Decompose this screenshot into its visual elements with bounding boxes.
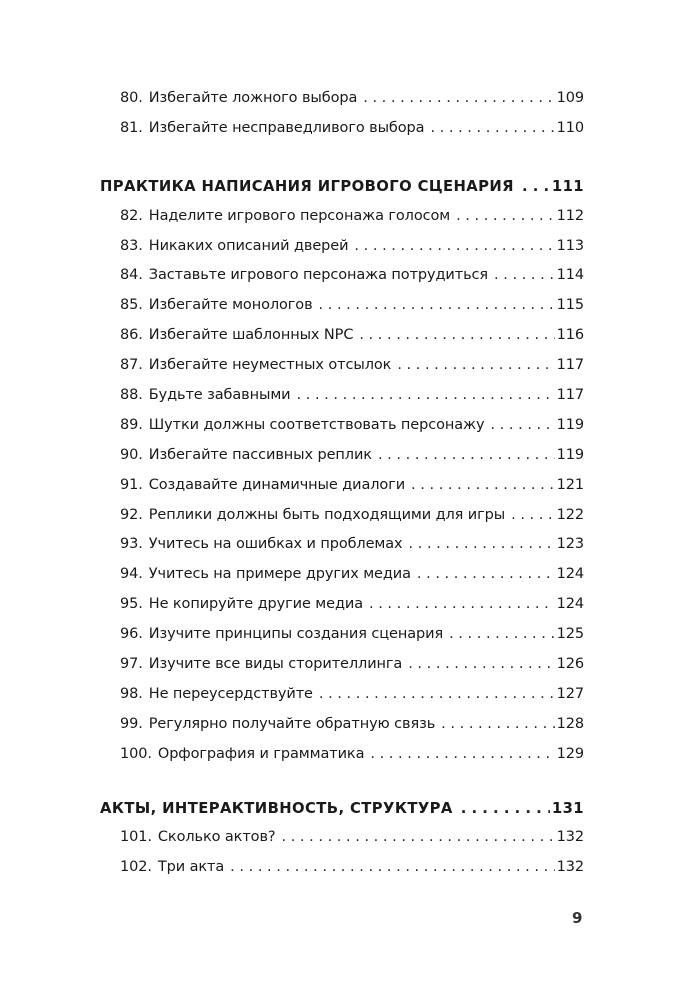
dot-leader bbox=[456, 208, 555, 224]
entry-page: 127 bbox=[556, 685, 584, 702]
entry-title: Заставьте игрового персонажа потрудиться bbox=[148, 267, 489, 284]
entry-number: 84. bbox=[120, 267, 143, 284]
toc-entry[interactable] bbox=[120, 297, 584, 327]
toc-entry[interactable] bbox=[120, 238, 584, 268]
entry-text bbox=[120, 447, 372, 463]
dot-leader bbox=[409, 536, 555, 552]
entry-text bbox=[120, 716, 435, 732]
entry-text bbox=[120, 656, 402, 672]
section-title: ПРАКТИКА НАПИСАНИЯ ИГРОВОГО СЦЕНАРИЯ bbox=[100, 177, 514, 195]
entry-number: 96. bbox=[120, 626, 143, 643]
entry-title: Шутки должны соответствовать персонажу bbox=[148, 416, 485, 433]
dot-leader bbox=[297, 387, 555, 403]
entry-number: 94. bbox=[120, 566, 143, 583]
toc-entry[interactable] bbox=[120, 447, 584, 477]
entry-number: 99. bbox=[120, 715, 143, 732]
entry-text bbox=[120, 746, 364, 762]
entry-text bbox=[120, 357, 391, 373]
entry-title: Изучите все виды сторителлинга bbox=[148, 656, 403, 673]
entry-page: 124 bbox=[556, 596, 584, 613]
entry-title: Изучите принципы создания сценария bbox=[148, 626, 444, 643]
entry-title: Создавайте динамичные диалоги bbox=[148, 476, 406, 493]
entry-text bbox=[120, 536, 403, 552]
entry-text bbox=[120, 208, 450, 224]
entry-title: Не переусердствуйте bbox=[148, 685, 313, 702]
entry-number: 91. bbox=[120, 476, 143, 493]
entry-title: Регулярно получайте обратную связь bbox=[148, 715, 436, 732]
entry-page: 132 bbox=[556, 859, 584, 876]
dot-leader bbox=[319, 297, 555, 313]
toc-entry[interactable] bbox=[120, 507, 584, 537]
entry-number: 87. bbox=[120, 357, 143, 374]
toc-entry[interactable] bbox=[120, 120, 584, 150]
toc-entry[interactable] bbox=[120, 566, 584, 596]
toc-entry[interactable] bbox=[120, 477, 584, 507]
entry-text bbox=[120, 626, 443, 642]
dot-leader bbox=[378, 447, 555, 463]
dot-leader bbox=[230, 859, 554, 875]
section-gap bbox=[120, 776, 584, 800]
entry-number: 82. bbox=[120, 207, 143, 224]
toc-entry[interactable] bbox=[120, 829, 584, 859]
entry-text bbox=[120, 829, 276, 845]
dot-leader bbox=[449, 626, 555, 642]
dot-leader bbox=[411, 477, 555, 493]
entry-title: Избегайте пассивных реплик bbox=[148, 446, 372, 463]
entry-number: 89. bbox=[120, 416, 143, 433]
dot-leader bbox=[511, 507, 555, 523]
entry-number: 85. bbox=[120, 297, 143, 314]
entry-page: 117 bbox=[556, 357, 584, 374]
toc-entry[interactable] bbox=[120, 417, 584, 447]
entry-title: Избегайте неуместных отсылок bbox=[148, 357, 392, 374]
entry-number: 101. bbox=[120, 829, 152, 846]
entry-title: Наделите игрового персонажа голосом bbox=[148, 207, 451, 224]
toc-section-heading[interactable] bbox=[100, 800, 584, 830]
dot-leader bbox=[354, 238, 554, 254]
toc-group-2 bbox=[120, 208, 584, 776]
entry-title: Три акта bbox=[157, 859, 225, 876]
dot-leader bbox=[522, 178, 550, 195]
toc-group-3 bbox=[120, 829, 584, 889]
entry-number: 81. bbox=[120, 119, 143, 136]
entry-page: 110 bbox=[556, 119, 584, 136]
toc-section-heading[interactable] bbox=[100, 178, 584, 208]
entry-number: 92. bbox=[120, 506, 143, 523]
entry-text bbox=[120, 327, 353, 343]
entry-page: 128 bbox=[556, 715, 584, 732]
toc-entry[interactable] bbox=[120, 656, 584, 686]
entry-page: 123 bbox=[556, 536, 584, 553]
entry-text bbox=[120, 387, 291, 403]
entry-text bbox=[120, 238, 348, 254]
entry-title: Избегайте шаблонных NPC bbox=[148, 327, 354, 344]
toc-entry[interactable] bbox=[120, 746, 584, 776]
toc-entry[interactable] bbox=[120, 716, 584, 746]
entry-text bbox=[120, 417, 484, 433]
toc-entry[interactable] bbox=[120, 686, 584, 716]
entry-page: 109 bbox=[556, 90, 584, 106]
section-page: 131 bbox=[551, 799, 584, 817]
dot-leader bbox=[282, 829, 555, 845]
entry-page: 132 bbox=[556, 829, 584, 846]
entry-text bbox=[120, 507, 505, 523]
entry-page: 115 bbox=[556, 297, 584, 314]
entry-number: 102. bbox=[120, 859, 152, 876]
entry-title: Будьте забавными bbox=[148, 387, 291, 404]
entry-page: 114 bbox=[556, 267, 584, 284]
toc-entry[interactable] bbox=[120, 626, 584, 656]
toc-entry[interactable] bbox=[120, 267, 584, 297]
entry-page: 129 bbox=[556, 745, 584, 762]
entry-text bbox=[120, 686, 313, 702]
toc-entry[interactable] bbox=[120, 357, 584, 387]
dot-leader bbox=[363, 90, 554, 106]
dot-leader bbox=[369, 596, 555, 612]
entry-title: Орфография и грамматика bbox=[157, 745, 365, 762]
dot-leader bbox=[370, 746, 554, 762]
entry-title: Учитесь на примере других медиа bbox=[148, 566, 411, 583]
toc-entry[interactable] bbox=[120, 596, 584, 626]
entry-text bbox=[120, 477, 405, 493]
entry-page: 119 bbox=[556, 416, 584, 433]
toc-group-1 bbox=[120, 90, 584, 150]
table-of-contents bbox=[100, 90, 584, 889]
dot-leader bbox=[494, 267, 555, 283]
entry-text bbox=[120, 267, 488, 283]
dot-leader bbox=[319, 686, 555, 702]
toc-entry[interactable] bbox=[120, 536, 584, 566]
toc-entry[interactable] bbox=[120, 90, 584, 120]
entry-title: Не копируйте другие медиа bbox=[148, 596, 363, 613]
toc-entry[interactable] bbox=[120, 859, 584, 889]
entry-number: 93. bbox=[120, 536, 143, 553]
entry-page: 122 bbox=[556, 506, 584, 523]
entry-page: 124 bbox=[556, 566, 584, 583]
toc-entry[interactable] bbox=[120, 208, 584, 238]
page-number: 9 bbox=[572, 909, 583, 927]
toc-entry[interactable] bbox=[120, 327, 584, 357]
entry-number: 100. bbox=[120, 745, 152, 762]
entry-number: 83. bbox=[120, 237, 143, 254]
dot-leader bbox=[397, 357, 554, 373]
dot-leader bbox=[430, 120, 554, 136]
entry-page: 125 bbox=[556, 626, 584, 643]
toc-entry[interactable] bbox=[120, 387, 584, 417]
section-title: АКТЫ, ИНТЕРАКТИВНОСТЬ, СТРУКТУРА bbox=[100, 799, 453, 817]
entry-number: 90. bbox=[120, 446, 143, 463]
entry-title: Никаких описаний дверей bbox=[148, 237, 349, 254]
entry-text bbox=[120, 859, 224, 875]
dot-leader bbox=[441, 716, 554, 732]
entry-text bbox=[120, 90, 357, 106]
entry-text bbox=[120, 120, 424, 136]
section-page: 111 bbox=[551, 177, 584, 195]
entry-text bbox=[120, 596, 363, 612]
entry-number: 86. bbox=[120, 327, 143, 344]
entry-page: 112 bbox=[556, 207, 584, 224]
entry-number: 97. bbox=[120, 656, 143, 673]
entry-title: Избегайте ложного выбора bbox=[148, 90, 358, 106]
dot-leader bbox=[359, 327, 554, 343]
entry-title: Реплики должны быть подходящими для игры bbox=[148, 506, 506, 523]
entry-page: 119 bbox=[556, 446, 584, 463]
entry-number: 80. bbox=[120, 90, 143, 106]
entry-text bbox=[120, 297, 313, 313]
entry-title: Избегайте несправедливого выбора bbox=[148, 119, 425, 136]
entry-page: 117 bbox=[556, 387, 584, 404]
entry-text bbox=[120, 566, 411, 582]
entry-title: Учитесь на ошибках и проблемах bbox=[148, 536, 403, 553]
entry-title: Сколько актов? bbox=[157, 829, 276, 846]
entry-page: 116 bbox=[556, 327, 584, 344]
dot-leader bbox=[417, 566, 555, 582]
section-gap bbox=[120, 150, 584, 178]
entry-number: 95. bbox=[120, 596, 143, 613]
entry-page: 126 bbox=[556, 656, 584, 673]
entry-page: 113 bbox=[556, 237, 584, 254]
entry-page: 121 bbox=[556, 476, 584, 493]
entry-title: Избегайте монологов bbox=[148, 297, 313, 314]
dot-leader bbox=[408, 656, 554, 672]
dot-leader bbox=[490, 417, 554, 433]
entry-number: 98. bbox=[120, 685, 143, 702]
dot-leader bbox=[461, 800, 550, 817]
entry-number: 88. bbox=[120, 387, 143, 404]
